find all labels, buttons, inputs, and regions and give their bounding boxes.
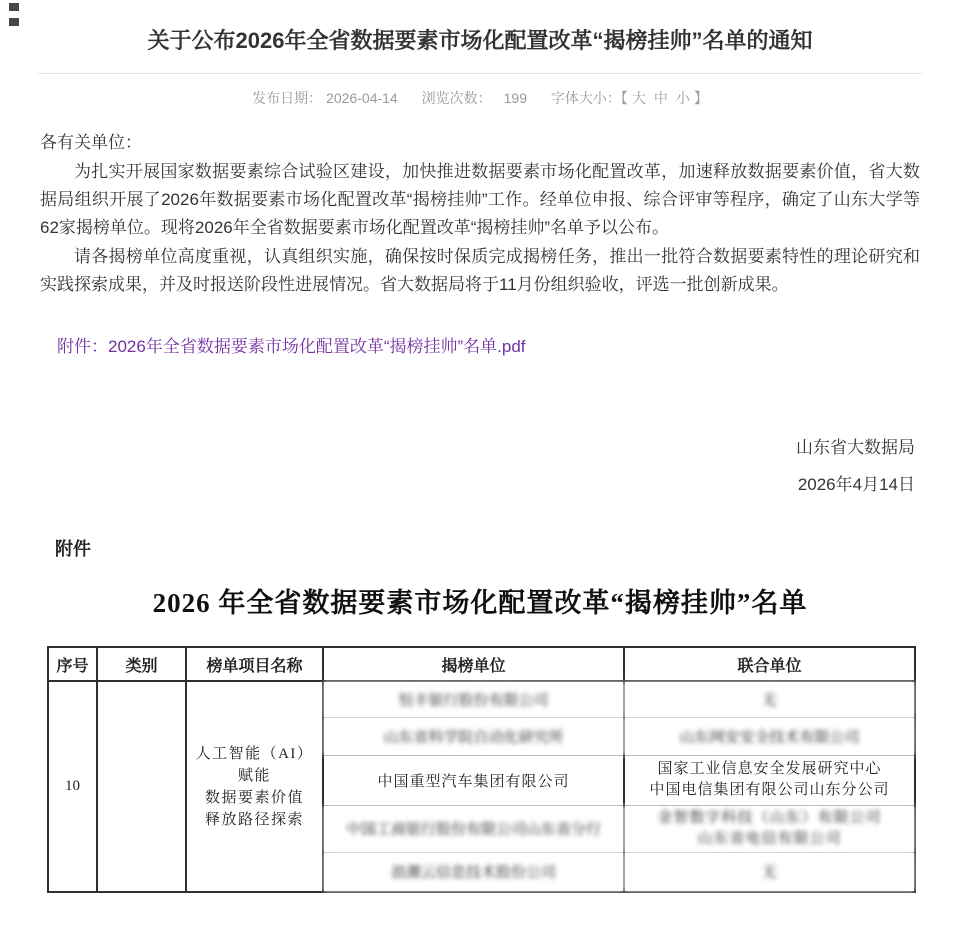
joint-cell-redacted: 无 [624,681,915,717]
joint-unit-line: 中国电信集团有限公司山东分公司 [649,782,890,798]
publish-date-group [252,90,398,106]
edge-artifact-mark [9,18,19,26]
views-label: 浏览次数： [421,90,492,106]
unit-cell: 中国重型汽车集团有限公司 [323,755,624,805]
salutation: 各有关单位： [40,133,142,152]
table-header-seq: 序号 [48,647,97,681]
annex-table-title: 2026 年全省数据要素市场化配置改革“揭榜挂帅”名单 [152,588,808,618]
signer-name: 山东省大数据局 [796,438,915,457]
fontsize-medium-button[interactable]: 中 [653,90,668,106]
page-title: 关于公布2026年全省数据要素市场化配置改革“揭榜挂帅”名单的通知 [147,28,813,53]
joint-cell-redacted: 山东网安安全技术有限公司 [624,717,915,755]
joint-cell-redacted: 无 [624,852,915,892]
fontsize-bracket-close: 】 [693,90,708,106]
attachment-line [40,332,920,357]
category-cell [97,681,186,892]
joint-cell-redacted [624,805,915,852]
attachment-pdf-link[interactable]: 2026年全省数据要素市场化配置改革“揭榜挂帅”名单.pdf [108,337,526,356]
table-header-category: 类别 [97,647,186,681]
views-group [422,90,527,106]
unit-cell-redacted: 浪潮云信息技术股份公司 [323,852,624,892]
fontsize-small-button[interactable]: 小 [675,90,690,106]
table-header-unit: 揭榜单位 [323,647,624,681]
body-paragraph-1: 为扎实开展国家数据要素综合试验区建设，加快推进数据要素市场化配置改革，加速释放数据要素价值，省大数据局组织开展了2026年数据要素市场化配置改革“揭榜挂帅”工作。经单位申报、综合评审等程序，确定了山东大学等62家揭榜单位。现将2026年全省数据要素市场化配置改革“揭榜挂帅”名单予以公布。 [40,162,920,237]
project-line: 释放路径探索 [204,811,304,828]
fontsize-label: 字体大小： [550,90,621,106]
publish-date-label: 发布日期： [252,90,323,106]
table-header-joint: 联合单位 [624,647,915,681]
title-separator [38,73,922,74]
table-header-row [48,647,915,681]
signature-date: 2026年4月14日 [797,475,915,494]
unit-cell-redacted: 中国工商银行股份有限公司山东省分行 [323,805,624,852]
joint-unit-line: 金智数字科技（山东）有限公司 [657,809,882,826]
project-name-cell [186,681,323,892]
fontsize-bracket-open: 【 [620,90,628,106]
fontsize-group [551,90,708,106]
unit-cell-redacted: 山东省科学院自动化研究所 [323,717,624,755]
project-line: 数据要素价值 [204,789,304,806]
publish-date-value: 2026-04-14 [326,90,398,106]
fontsize-large-button[interactable]: 大 [631,90,646,106]
table-row [48,681,915,717]
unit-cell-redacted: 恒丰银行股份有限公司 [323,681,624,717]
joint-cell [624,755,915,805]
annex-label: 附件 [55,539,91,559]
notice-body [40,129,920,299]
edge-artifact-mark [9,3,19,11]
meta-bar [0,88,960,108]
views-count: 199 [503,90,527,106]
joint-unit-line: 山东省电信有限公司 [697,830,842,847]
project-line: 人工智能（AI）赋能 [195,745,314,784]
signature-block [0,429,960,503]
attachment-label: 附件： [57,337,108,356]
table-header-project: 榜单项目名称 [186,647,323,681]
body-paragraph-2: 请各揭榜单位高度重视，认真组织实施，确保按时保质完成揭榜任务，推出一批符合数据要素特性的理论研究和实践探索成果，并及时报送阶段性进展情况。省大数据局将于11月份组织验收，评选一批创新成果。 [40,247,920,294]
annex-table [47,646,916,893]
joint-unit-line: 国家工业信息安全发展研究中心 [657,761,882,777]
seq-cell: 10 [48,681,97,892]
